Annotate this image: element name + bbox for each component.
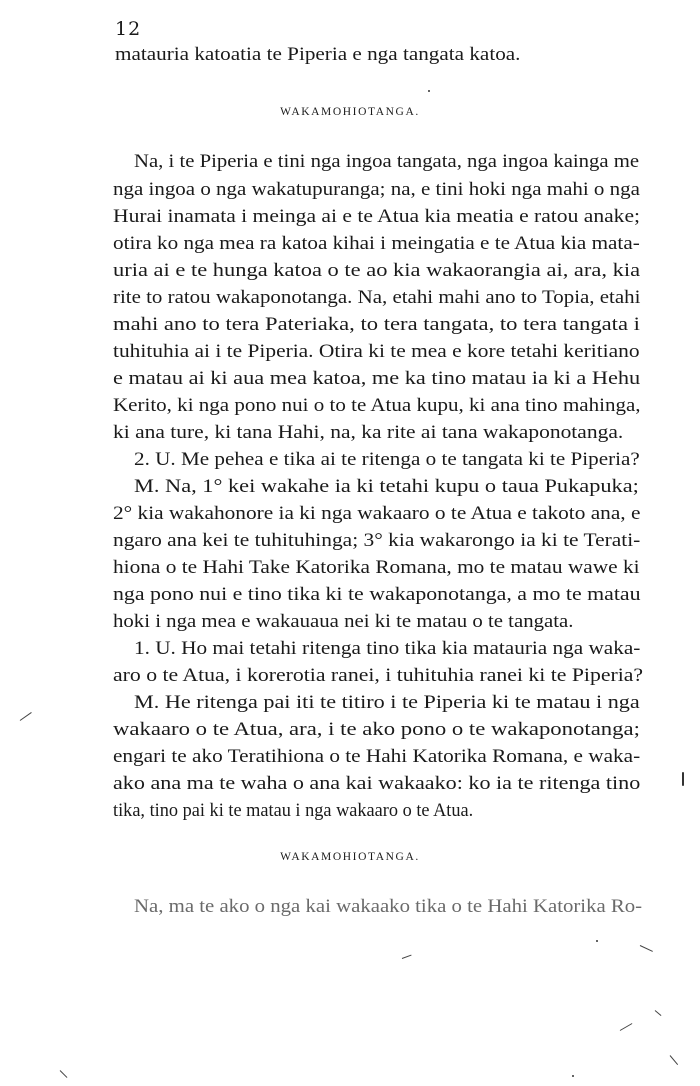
answer-line: ako ana ma te waha o ana kai wakaako: ko ia te ritenga tino	[113, 774, 641, 794]
scan-speck	[428, 90, 430, 92]
answer-line: hiona o te Hahi Take Katorika Romana, mo te matau wawe ki	[113, 558, 640, 578]
scan-mark	[670, 1055, 678, 1065]
answer-line: M. Na, 1° kei wakahe ia ki tetahi kupu o taua Pukapuka;	[134, 477, 639, 497]
scan-mark	[620, 1023, 633, 1031]
section-heading-2: WAKAMOHIOTANGA.	[280, 851, 420, 863]
scan-speck	[682, 772, 684, 786]
section-2-line: Na, ma te ako o nga kai wakaako tika o te Hahi Katorika Ro-	[134, 897, 643, 917]
section-1-line: otira ko nga mea ra katoa kihai i meingatia e te Atua kia mata-	[113, 234, 640, 254]
scan-mark	[20, 712, 32, 721]
scan-mark	[655, 1010, 662, 1016]
answer-line: M. He ritenga pai iti te titiro i te Piperia ki te matau i nga	[134, 693, 640, 713]
scan-mark	[640, 945, 653, 952]
scan-speck	[572, 1075, 574, 1077]
answer-line: hoki i nga mea e wakauaua nei ki te matau o te tangata.	[113, 612, 574, 632]
section-1-line: uria ai e te hunga katoa o te ao kia wakaorangia ai, ara, kia	[113, 261, 641, 281]
page-number: 12	[115, 18, 142, 40]
intro-line: matauria katoatia te Piperia e nga tangata katoa.	[115, 45, 521, 65]
scan-mark	[60, 1070, 68, 1078]
section-1-line: tuhituhia ai i te Piperia. Otira ki te mea e kore tetahi keritiano	[113, 342, 640, 362]
answer-line: engari te ako Teratihiona o te Hahi Katorika Romana, e waka-	[113, 747, 641, 767]
section-1-line: Na, i te Piperia e tini nga ingoa tangata, nga ingoa kainga me	[134, 152, 640, 172]
section-1-line: Kerito, ki nga pono nui o to te Atua kupu, ki ana tino mahinga,	[113, 396, 641, 416]
answer-line: 2° kia wakahonore ia ki nga wakaaro o te Atua e takoto ana, e	[113, 504, 641, 524]
section-1-line: ki ana ture, ki tana Hahi, na, ka rite ai tana wakaponotanga.	[113, 423, 624, 443]
section-1-line: mahi ano to tera Pateriaka, to tera tangata, to tera tangata i	[113, 315, 640, 335]
answer-line: tika, tino pai ki te matau i nga wakaaro o te Atua.	[113, 801, 474, 821]
question-line: 1. U. Ho mai tetahi ritenga tino tika kia matauria nga waka-	[134, 639, 641, 659]
section-1-line: rite to ratou wakaponotanga. Na, etahi mahi ano to Topia, etahi	[113, 288, 641, 308]
section-1-line: e matau ai ki aua mea katoa, me ka tino matau ia ki a Hehu	[113, 369, 641, 389]
answer-line: nga pono nui e tino tika ki te wakaponotanga, a mo te matau	[113, 585, 641, 605]
scan-speck	[596, 940, 598, 942]
answer-line: wakaaro o te Atua, ara, i te ako pono o te wakaponotanga;	[113, 720, 640, 740]
question-line: 2. U. Me pehea e tika ai te ritenga o te tangata ki te Piperia?	[134, 450, 640, 470]
section-1-line: Hurai inamata i meinga ai e te Atua kia meatia e ratou anake;	[113, 207, 641, 227]
section-heading-1: WAKAMOHIOTANGA.	[280, 106, 420, 118]
answer-line: ngaro ana kei te tuhituhinga; 3° kia wakarongo ia ki te Terati-	[113, 531, 641, 551]
scan-mark	[402, 955, 412, 959]
question-line: aro o te Atua, i korerotia ranei, i tuhituhia ranei ki te Piperia?	[113, 666, 644, 686]
section-1-line: nga ingoa o nga wakatupuranga; na, e tini hoki nga mahi o nga	[113, 180, 640, 200]
